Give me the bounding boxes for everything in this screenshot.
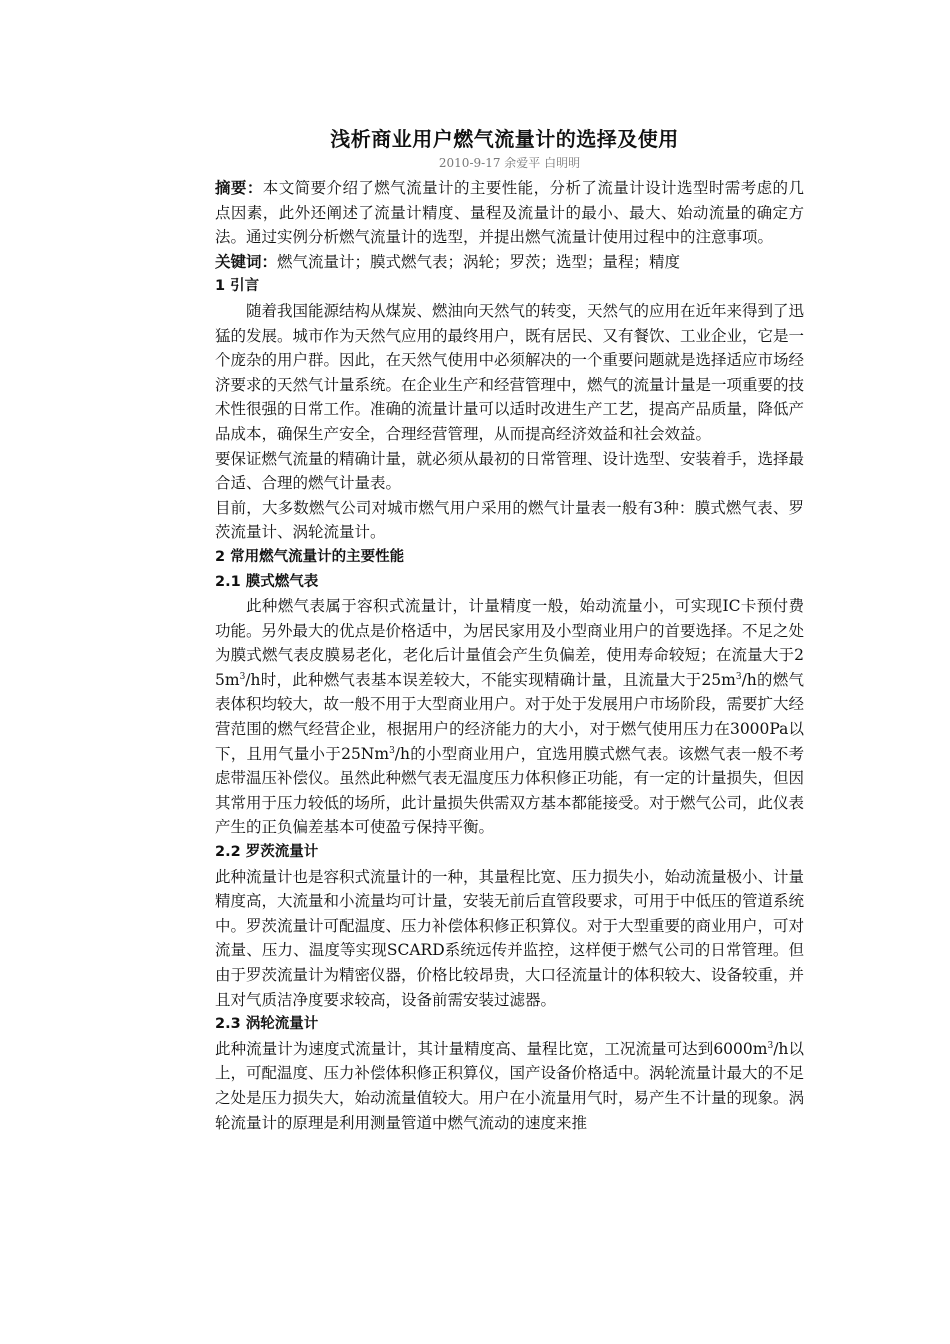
section-2-3-paragraph [215,1037,804,1135]
section-1-paragraph-1: 随着我国能源结构从煤炭、燃油向天然气的转变，天然气的应用在近年来得到了迅猛的发展。城市作为天然气应用的最终用户，既有居民、又有餐饮、工业企业，它是一个庞杂的用户群。因此，在天然气使用中必须解决的一个重要问题就是选择适应市场经济要求的天然气计量系统。在企业生产和经营管理中，燃气的流量计量是一项重要的技术性很强的日常工作。准确的流量计量可以适时改进生产工艺，提高产品质量，降低产品成本，确保生产安全，合理经营管理，从而提高经济效益和社会效益。 [215,301,805,443]
section-heading-2-2: 2.2 罗茨流量计 [215,844,319,861]
section-heading-2-3: 2.3 涡轮流量计 [215,1016,319,1033]
article-byline: 2010-9-17 余爱平 白明明 [438,156,581,170]
keywords-text: 燃气流量计；膜式燃气表；涡轮；罗茨；选型；量程；精度 [277,252,681,271]
section-heading-1: 1 引言 [215,278,260,295]
section-2-1-paragraph [215,594,804,840]
section-2-1-text-part-2: /h时，此种燃气表基本误差较大，不能实现精确计量，且流量大于25m [245,670,736,689]
section-2-2-paragraph: 此种流量计也是容积式流量计的一种，其量程比宽、压力损失小，始动流量极小、计量精度高，大流量和小流量均可计量，安装无前后直管段要求，可用于中低压的管道系统中。罗茨流量计可配温度、压力补偿体积修正积算仪。对于大型重要的商业用户，可对流量、压力、温度等实现SCARD系统远传并监控，这样便于燃气公司的日常管理。但由于罗茨流量计为精密仪器，价格比较昂贵，大口径流量计的体积较大、设备较重，并且对气质洁净度要求较高，设备前需安装过滤器。 [215,867,805,1009]
section-2-1-text-part-1: 此种燃气表属于容积式流量计，计量精度一般，始动流量小，可实现IC卡预付费功能。另外最大的优点是价格适中，为居民家用及小型商业用户的首要选择。不足之处为膜式燃气表皮膜易老化，老化后计量值会产生负偏差，使用寿命较短；在流量大于25m [215,597,805,689]
section-1-paragraph-3: 目前，大多数燃气公司对城市燃气用户采用的燃气计量表一般有3种：膜式燃气表、罗茨流量计、涡轮流量计。 [215,498,804,542]
section-heading-2: 2 常用燃气流量计的主要性能 [215,548,405,565]
section-2-1-text-part-3: /h的燃气表体积均较大，故一般不用于大型商业用户。对于处于发展用户市场阶段，需要扩大经营范围的燃气经营企业，根据用户的经济能力的大小，对于燃气使用压力在3000Pa以下，且用气量小于25Nm [215,670,805,763]
abstract-label: 摘要： [215,179,263,197]
keywords-label: 关键词： [215,252,278,271]
superscript-3: 3 [389,745,395,756]
superscript-3: 3 [735,671,742,682]
superscript-3: 3 [239,671,246,682]
section-heading-2-1: 2.1 膜式燃气表 [215,573,319,590]
abstract-text: 本文简要介绍了燃气流量计的主要性能，分析了流量计设计选型时需考虑的几点因素，此外还阐述了流量计精度、量程及流量计的最小、最大、始动流量的确定方法。通过实例分析燃气流量计的选型，并提出燃气流量计使用过程中的注意事项。 [215,179,804,247]
section-1-paragraph-2: 要保证燃气流量的精确计量，就必须从最初的日常管理、设计选型、安装着手，选择最合适、合理的燃气计量表。 [215,449,805,493]
article-title: 浅析商业用户燃气流量计的选择及使用 [330,127,679,151]
keywords-paragraph [215,250,804,275]
section-2-3-text-part-1: 此种流量计为速度式流量计，其计量精度高、量程比宽，工况流量可达到6000m [215,1039,768,1058]
section-2-1-text-part-4: /h的小型商业用户，宜选用膜式燃气表。该燃气表一般不考虑带温压补偿仪。虽然此种燃气表无温度压力体积修正功能，有一定的计量损失，但因其常用于压力较低的场所，此计量损失供需双方基本都能接受。对于燃气公司，此仪表产生的正负偏差基本可使盈亏保持平衡。 [215,744,805,837]
abstract-paragraph [215,176,804,250]
section-2-3-text-part-2: /h以上，可配温度、压力补偿体积修正积算仪，国产设备价格适中。涡轮流量计最大的不足之处是压力损失大，始动流量值较大。用户在小流量用气时，易产生不计量的现象。涡轮流量计的原理是利用测量管道中燃气流动的速度来推 [215,1039,805,1132]
superscript-3: 3 [767,1040,774,1051]
